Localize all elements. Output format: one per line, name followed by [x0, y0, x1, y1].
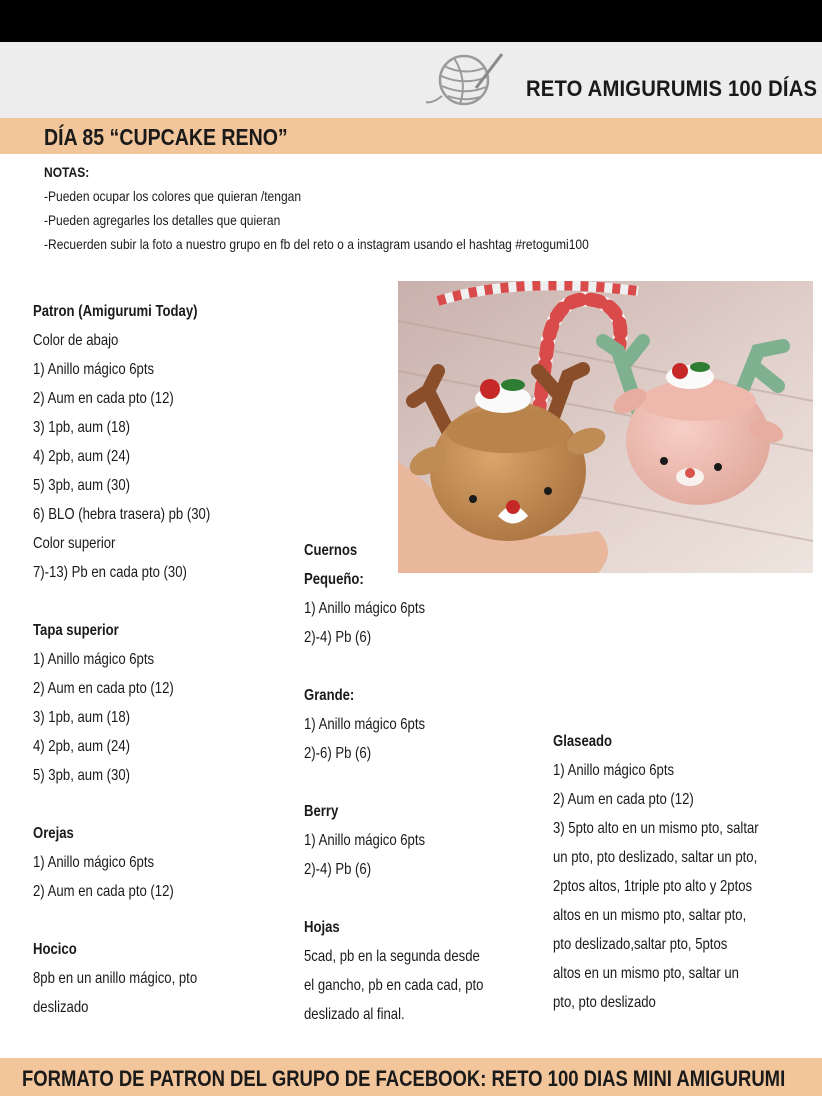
- pattern-row: altos en un mismo pto, saltar pto,: [553, 907, 747, 924]
- note-line: -Recuerden subir la foto a nuestro grupo en fb del reto o a instagram usando el hashtag #retogumi100: [44, 236, 589, 252]
- berry-title: Berry: [304, 803, 339, 820]
- pattern-row: 1) Anillo mágico 6pts: [304, 600, 426, 617]
- bottom-color-label: Color de abajo: [33, 332, 119, 349]
- top-color-label: Color superior: [33, 535, 116, 552]
- challenge-brand-title: RETO AMIGURUMIS 100 DÍAS: [526, 76, 818, 101]
- pattern-row: 6) BLO (hebra trasera) pb (30): [33, 506, 211, 523]
- pattern-row: 3) 5pto alto en un mismo pto, saltar: [553, 820, 759, 837]
- note-line: -Pueden agregarles los detalles que quieran: [44, 212, 281, 228]
- pattern-row: deslizado al final.: [304, 1006, 405, 1023]
- pattern-row: 4) 2pb, aum (24): [33, 738, 130, 755]
- pattern-row: el gancho, pb en cada cad, pto: [304, 977, 484, 994]
- pattern-row: 5) 3pb, aum (30): [33, 767, 130, 784]
- pattern-row: 4) 2pb, aum (24): [33, 448, 130, 465]
- pattern-row: un pto, pto deslizado, saltar un pto,: [553, 849, 758, 866]
- pattern-row: 2ptos altos, 1triple pto alto y 2ptos: [553, 878, 753, 895]
- top-black-bar: [0, 0, 822, 42]
- glaze-title: Glaseado: [553, 733, 613, 750]
- pattern-row: 2)-4) Pb (6): [304, 629, 372, 646]
- lid-title: Tapa superior: [33, 622, 119, 639]
- big-antler-title: Grande:: [304, 687, 355, 704]
- antlers-title: Cuernos: [304, 542, 358, 559]
- column-body-pattern: [33, 297, 249, 1022]
- pattern-row: 1) Anillo mágico 6pts: [304, 832, 426, 849]
- yarn-ball-icon: [424, 50, 506, 110]
- pattern-row: 1) Anillo mágico 6pts: [553, 762, 675, 779]
- ears-title: Orejas: [33, 825, 74, 842]
- pattern-row: deslizado: [33, 999, 89, 1016]
- day-title: DÍA 85 “CUPCAKE RENO”: [44, 124, 288, 150]
- pattern-row: 8pb en un anillo mágico, pto: [33, 970, 198, 987]
- pattern-row: 1) Anillo mágico 6pts: [33, 854, 155, 871]
- pattern-row: 2) Aum en cada pto (12): [553, 791, 694, 808]
- pattern-row: 1) Anillo mágico 6pts: [304, 716, 426, 733]
- pattern-row: 5) 3pb, aum (30): [33, 477, 130, 494]
- pattern-row: 2)-6) Pb (6): [304, 745, 372, 762]
- column-glaze: [553, 727, 804, 1017]
- notes-section: [44, 160, 678, 256]
- pattern-title: Patron (Amigurumi Today): [33, 303, 198, 320]
- column-antlers-berry-leaves: [304, 536, 523, 1029]
- pattern-row: 1) Anillo mágico 6pts: [33, 361, 155, 378]
- reindeer-cupcake-photo: [398, 281, 813, 573]
- pattern-row: 2) Aum en cada pto (12): [33, 390, 174, 407]
- pattern-row: 3) 1pb, aum (18): [33, 709, 130, 726]
- pattern-row: altos en un mismo pto, saltar un: [553, 965, 739, 982]
- pattern-row: 2)-4) Pb (6): [304, 861, 372, 878]
- note-line: -Pueden ocupar los colores que quieran /tengan: [44, 188, 302, 204]
- small-antler-title: Pequeño:: [304, 571, 364, 588]
- pattern-row: 2) Aum en cada pto (12): [33, 883, 174, 900]
- pattern-row: pto, pto deslizado: [553, 994, 656, 1011]
- pattern-row: 5cad, pb en la segunda desde: [304, 948, 480, 965]
- leaves-title: Hojas: [304, 919, 340, 936]
- pattern-row: 7)-13) Pb en cada pto (30): [33, 564, 187, 581]
- notes-title: NOTAS:: [44, 164, 90, 180]
- pattern-row: 1) Anillo mágico 6pts: [33, 651, 155, 668]
- snout-title: Hocico: [33, 941, 77, 958]
- footer-text: FORMATO DE PATRON DEL GRUPO DE FACEBOOK: RETO 100 DIAS MINI AMIGURUMI: [22, 1066, 786, 1091]
- pattern-row: pto deslizado,saltar pto, 5ptos: [553, 936, 728, 953]
- pattern-row: 3) 1pb, aum (18): [33, 419, 130, 436]
- pattern-row: 2) Aum en cada pto (12): [33, 680, 174, 697]
